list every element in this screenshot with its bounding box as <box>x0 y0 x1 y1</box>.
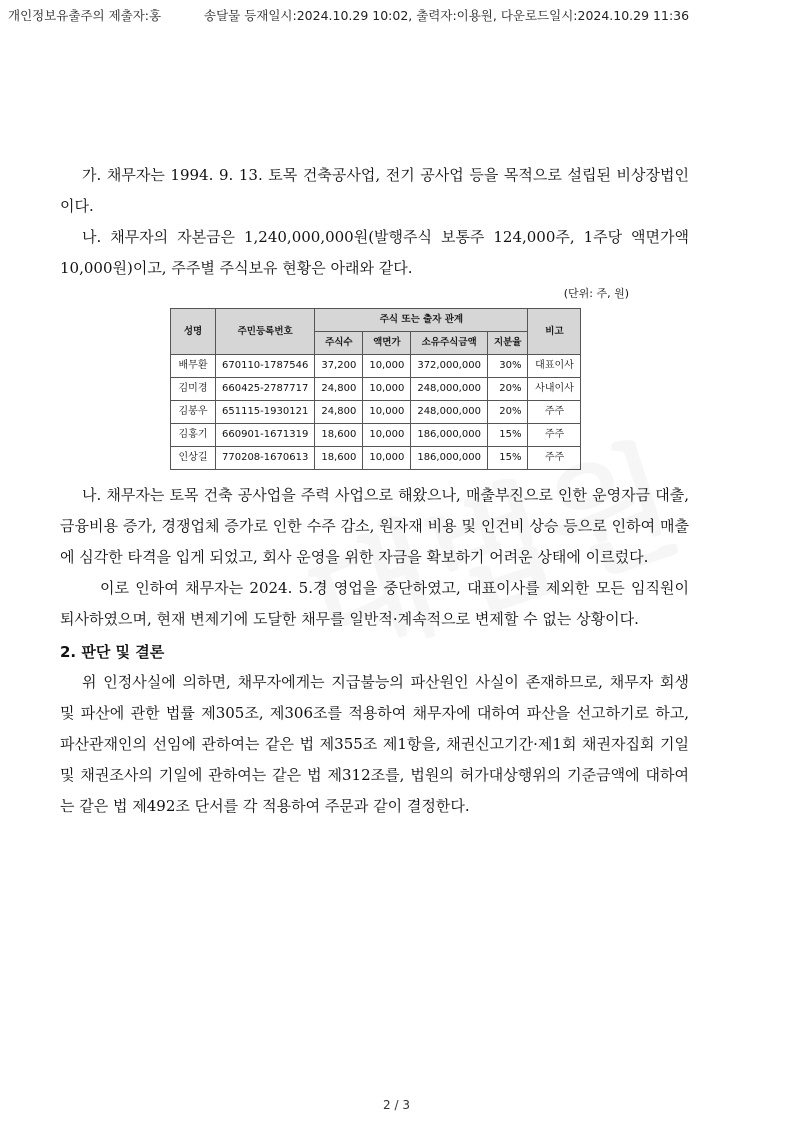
cell-shares: 24,800 <box>315 401 363 424</box>
delivery-info: 송달물 등재일시:2024.10.29 10:02, 출력자:이용원, 다운로드일시:2024.10.29 11:36 <box>204 8 690 23</box>
cell-ratio: 20% <box>487 401 528 424</box>
header-share-group: 주식 또는 출자 관계 <box>315 309 528 332</box>
cell-name: 김봉우 <box>171 401 216 424</box>
document-body <box>60 160 689 822</box>
cell-note: 대표이사 <box>528 355 581 378</box>
shareholder-table <box>170 308 581 470</box>
cell-note: 주주 <box>528 447 581 470</box>
header-name: 성명 <box>171 309 216 355</box>
cell-par: 10,000 <box>363 355 411 378</box>
cell-id: 770208-1670613 <box>216 447 315 470</box>
paragraph-judgment: 위 인정사실에 의하면, 채무자에게는 지급불능의 파산원인 사실이 존재하므로, 채무자 회생 및 파산에 관한 법률 제305조, 제306조를 적용하여 채무자에 대하여 파산을 선고하기로 하고, 파산관재인의 선임에 관하여는 같은 법 제355조 제1항을, 채권신고기간·제1회 채권자집회 기일 및 채권조사의 기일에 관하여는 같은 법 제312조를, 법원의 허가대상행위의 기준금액에 대하여는 같은 법 제492조 단서를 각 적용하여 주문과 같이 결정한다. <box>60 673 689 815</box>
table-row <box>171 447 581 470</box>
header-ratio: 지분율 <box>487 332 528 355</box>
table-row <box>171 424 581 447</box>
cell-id: 660901-1671319 <box>216 424 315 447</box>
cell-name: 인상길 <box>171 447 216 470</box>
cell-ratio: 30% <box>487 355 528 378</box>
paragraph-insolvency: 이로 인하여 채무자는 2024. 5.경 영업을 중단하였고, 대표이사를 제외한 모든 임직원이 퇴사하였으며, 현재 변제기에 도달한 채무를 일반적·계속적으로 변제할 수 없는 상황이다. <box>60 579 689 628</box>
cell-ratio: 20% <box>487 378 528 401</box>
cell-id: 660425-2787717 <box>216 378 315 401</box>
header-id: 주민등록번호 <box>216 309 315 355</box>
cell-note: 주주 <box>528 424 581 447</box>
cell-name: 김미경 <box>171 378 216 401</box>
cell-ratio: 15% <box>487 447 528 470</box>
submitter-notice: 개인정보유출주의 제출자:홍 <box>8 8 162 23</box>
cell-id: 670110-1787546 <box>216 355 315 378</box>
header-par: 액면가 <box>363 332 411 355</box>
cell-amount: 248,000,000 <box>411 401 488 424</box>
cell-ratio: 15% <box>487 424 528 447</box>
cell-note: 사내이사 <box>528 378 581 401</box>
cell-par: 10,000 <box>363 424 411 447</box>
section-heading-conclusion: 2. 판단 및 결론 <box>60 643 165 661</box>
cell-par: 10,000 <box>363 378 411 401</box>
table-row <box>171 355 581 378</box>
cell-par: 10,000 <box>363 447 411 470</box>
cell-name: 김홍기 <box>171 424 216 447</box>
paragraph-capital: 나. 채무자의 자본금은 1,240,000,000원(발행주식 보통주 124,000주, 1주당 액면가액 10,000원)이고, 주주별 주식보유 현황은 아래와 같다. <box>60 228 689 277</box>
header-shares: 주식수 <box>315 332 363 355</box>
cell-amount: 248,000,000 <box>411 378 488 401</box>
cell-amount: 372,000,000 <box>411 355 488 378</box>
header-note: 비고 <box>528 309 581 355</box>
cell-par: 10,000 <box>363 401 411 424</box>
paragraph-business-decline: 나. 채무자는 토목 건축 공사업을 주력 사업으로 해왔으나, 매출부진으로 인한 운영자금 대출, 금융비용 증가, 경쟁업체 증가로 인한 수주 감소, 원자재 비용 및 인건비 상승 등으로 인하여 매출에 심각한 타격을 입게 되었고, 회사 운영을 위한 자금을 확보하기 어려운 상태에 이르렀다. <box>60 486 689 566</box>
paragraph-establishment: 가. 채무자는 1994. 9. 13. 토목 건축공사업, 전기 공사업 등을 목적으로 설립된 비상장법인이다. <box>60 166 689 215</box>
cell-shares: 18,600 <box>315 424 363 447</box>
cell-note: 주주 <box>528 401 581 424</box>
cell-shares: 24,800 <box>315 378 363 401</box>
cell-amount: 186,000,000 <box>411 424 488 447</box>
table-row <box>171 401 581 424</box>
table-unit: (단위: 주, 원) <box>563 287 629 300</box>
cell-shares: 37,200 <box>315 355 363 378</box>
header-amount: 소유주식금액 <box>411 332 488 355</box>
cell-shares: 18,600 <box>315 447 363 470</box>
cell-amount: 186,000,000 <box>411 447 488 470</box>
cell-id: 651115-1930121 <box>216 401 315 424</box>
cell-name: 배무환 <box>171 355 216 378</box>
page-number: 2 / 3 <box>383 1098 410 1112</box>
table-row <box>171 378 581 401</box>
